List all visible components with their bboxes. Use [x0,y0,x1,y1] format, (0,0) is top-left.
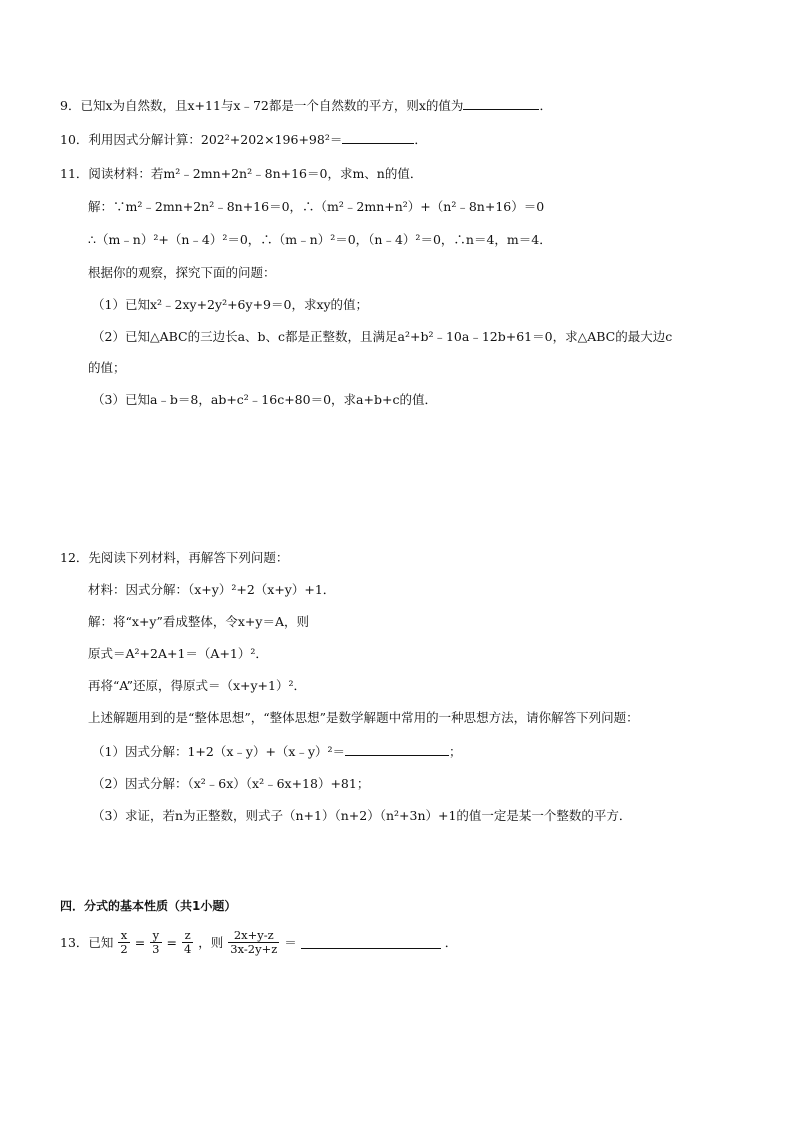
line-q11-sol2 [88,232,552,248]
line-q11 [60,166,422,182]
answer-blank[interactable] [345,743,449,756]
fraction-y-over-3 [150,929,161,956]
fraction-z-over-4 [182,929,193,956]
line-text: 9．已知x为自然数，且x+11与x﹣72都是一个自然数的平方，则x的值为 [60,98,464,113]
line-q12-p2 [92,776,369,792]
line-q12-p3 [92,808,631,824]
question-13 [60,925,457,960]
frac-den: 4 [183,942,192,956]
frac-num: y [150,929,161,943]
line-text: （1）因式分解：1+2（x﹣y）+（x﹣y）²＝ [92,744,346,759]
frac-num: z [182,929,193,943]
line-q12-s3 [88,678,306,694]
equals-sign: = [134,934,146,950]
frac-den: 3 [152,942,160,956]
q13-mid: ，则 [198,934,224,950]
line-q11-sol1 [88,199,544,215]
line-text: 上述解题用到的是“整体思想”，“整体思想”是数学解题中常用的一种思想方法，请你解答下列问题： [88,710,639,725]
line-text: 原式＝A²+2A+1＝（A+1）²． [88,646,268,661]
line-q11-p3 [92,392,437,408]
line-q12-s2 [88,646,268,662]
line-q11-p1 [92,297,368,313]
fraction-expression [228,929,279,956]
line-text: 解：∵m²﹣2mn+2n²﹣8n+16＝0，∴（m²﹣2mn+n²）+（n²﹣8n+16）＝0 [88,199,545,214]
fraction-x-over-2 [118,929,129,956]
line-text: （1）已知x²﹣2xy+2y²+6y+9＝0，求xy的值； [92,297,369,312]
q13-tail: ． [444,934,458,950]
frac-den: 3x-2y+z [230,942,278,956]
line-q12-p1 [92,743,462,760]
line-q11-p2a [92,329,672,345]
frac-num: 2x+y-z [228,929,279,943]
line-q9 [60,97,552,114]
line-text: 12．先阅读下列材料，再解答下列问题： [60,550,289,565]
line-text: （2）已知△ABC的三边长a、b、c都是正整数，且满足a²+b²﹣10a﹣12b+61＝0，求△ABC的最大边c [92,329,673,344]
equals-sign: ＝ [284,934,297,950]
section-title: 四．分式的基本性质（共1小题） [60,899,237,913]
frac-den: 2 [120,942,128,956]
line-tail: ． [414,132,427,147]
line-text: （3）求证，若n为正整数，则式子（n+1）（n+2）（n²+3n）+1的值一定是某一个整数的平方． [92,808,632,823]
line-text: ∴（m﹣n）²+（n﹣4）²＝0，∴（m﹣n）²＝0，（n﹣4）²＝0，∴n＝4，m＝4． [88,232,552,247]
line-q11-ask [88,265,276,281]
line-text: 10．利用因式分解计算：202²+202×196+98²＝ [60,132,343,147]
line-q11-p2b [88,360,126,376]
line-q10 [60,131,427,148]
line-text: 根据你的观察，探究下面的问题： [88,265,276,280]
line-tail: ． [539,98,552,113]
equals-sign: = [166,934,177,950]
line-tail: ； [449,744,462,759]
line-text: （2）因式分解：（x²﹣6x）（x²﹣6x+18）+81； [92,776,370,791]
line-q12-m [88,582,335,598]
line-text: 的值； [88,360,126,375]
answer-blank[interactable] [301,936,441,949]
line-q12-s4 [88,710,639,726]
frac-num: x [118,929,129,943]
section-heading [60,898,236,914]
answer-blank[interactable] [342,131,414,144]
line-text: 材料：因式分解：（x+y）²+2（x+y）+1． [88,582,336,597]
answer-blank[interactable] [463,97,539,110]
line-text: 11．阅读材料：若m²﹣2mn+2n²﹣8n+16＝0，求m、n的值． [60,166,423,181]
line-text: （3）已知a﹣b＝8，ab+c²﹣16c+80＝0，求a+b+c的值． [92,392,437,407]
line-text: 解：将“x+y”看成整体，令x+y＝A，则 [88,614,309,629]
line-text: 再将“A”还原，得原式＝（x+y+1）²． [88,678,306,693]
q13-prefix: 13．已知 [60,934,114,950]
line-q12 [60,550,288,566]
line-q12-s1 [88,614,309,630]
